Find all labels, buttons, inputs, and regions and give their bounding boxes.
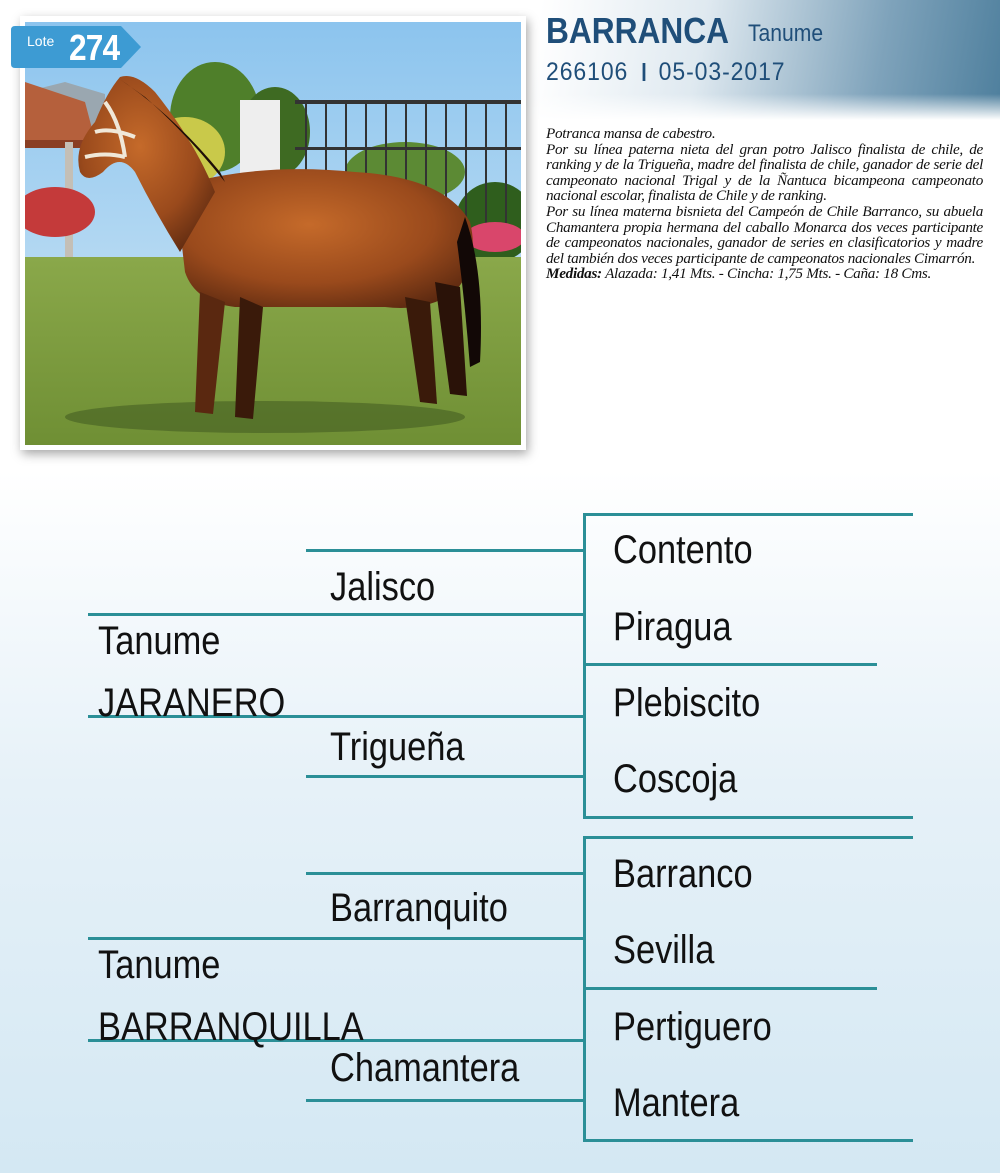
ancestor-mantera: Mantera xyxy=(613,1081,740,1125)
pedigree-line xyxy=(306,775,585,778)
dam-prefix: Tanume xyxy=(98,943,221,987)
maternal-granddam: Chamantera xyxy=(330,1046,520,1090)
pedigree-line xyxy=(583,513,913,516)
pedigree-line xyxy=(583,663,877,666)
description-paragraph: Por su línea materna bisnieta del Campeón de Chile Barranco, su abuela Chamantera propia hermana del caballo Monarca dos veces participante de campeonatos nacionales, ganador de series en clasificatorios y madre del también dos veces participante de campeonatos nacionales Cimarrón. xyxy=(546,202,983,267)
measures-label: Medidas: xyxy=(546,265,602,283)
lot-badge xyxy=(11,26,141,68)
pedigree-line xyxy=(583,1139,913,1142)
sire-name xyxy=(98,610,285,734)
pedigree-line xyxy=(583,987,877,990)
paternal-grandsire: Jalisco xyxy=(330,565,436,609)
pedigree-line xyxy=(306,1099,585,1102)
description-paragraph: Por su línea paterna nieta del gran potro Jalisco finalista de chile, de ranking y de la Trigueña, madre del finalista de chile, ganador de serie del campeonato nacional Trigal y de la Ñantuca bicampeona campeonato nacional escolar, finalista de Chile y de ranking. xyxy=(546,140,983,205)
measures-text: Alazada: 1,41 Mts. - Cincha: 1,75 Mts. - Caña: 18 Cms. xyxy=(605,265,931,283)
birth-date: 05-03-2017 xyxy=(658,58,786,86)
separator-bar xyxy=(643,63,646,81)
horse-description xyxy=(546,126,983,282)
horse-name: BARRANCA xyxy=(546,10,730,51)
horse-photo xyxy=(25,22,521,445)
ancestor-sevilla: Sevilla xyxy=(613,928,715,972)
ancestor-barranco: Barranco xyxy=(613,852,753,896)
breeder-name: Tanume xyxy=(748,20,824,47)
pedigree-line xyxy=(306,549,585,552)
pedigree-line xyxy=(583,816,913,819)
sire-main-name: JARANERO xyxy=(98,681,286,725)
ancestor-piragua: Piragua xyxy=(613,605,732,649)
registration-number: 266106 xyxy=(546,58,629,86)
paternal-granddam: Trigueña xyxy=(330,725,465,769)
pedigree-line xyxy=(583,513,586,819)
sire-prefix: Tanume xyxy=(98,619,221,663)
lot-label: Lote xyxy=(27,33,55,49)
ancestor-plebiscito: Plebiscito xyxy=(613,681,761,725)
maternal-grandsire: Barranquito xyxy=(330,886,508,930)
dam-name xyxy=(98,934,364,1058)
ancestor-pertiguero: Pertiguero xyxy=(613,1005,772,1049)
pedigree-line xyxy=(306,872,585,875)
dam-main-name: BARRANQUILLA xyxy=(98,1005,364,1049)
lot-number: 274 xyxy=(69,27,120,68)
measures-paragraph xyxy=(546,266,983,282)
registration-line xyxy=(546,58,786,87)
description-paragraph: Potranca mansa de cabestro. xyxy=(546,125,716,142)
ancestor-contento: Contento xyxy=(613,528,753,572)
pedigree-line xyxy=(583,836,913,839)
ancestor-coscoja: Coscoja xyxy=(613,757,738,801)
